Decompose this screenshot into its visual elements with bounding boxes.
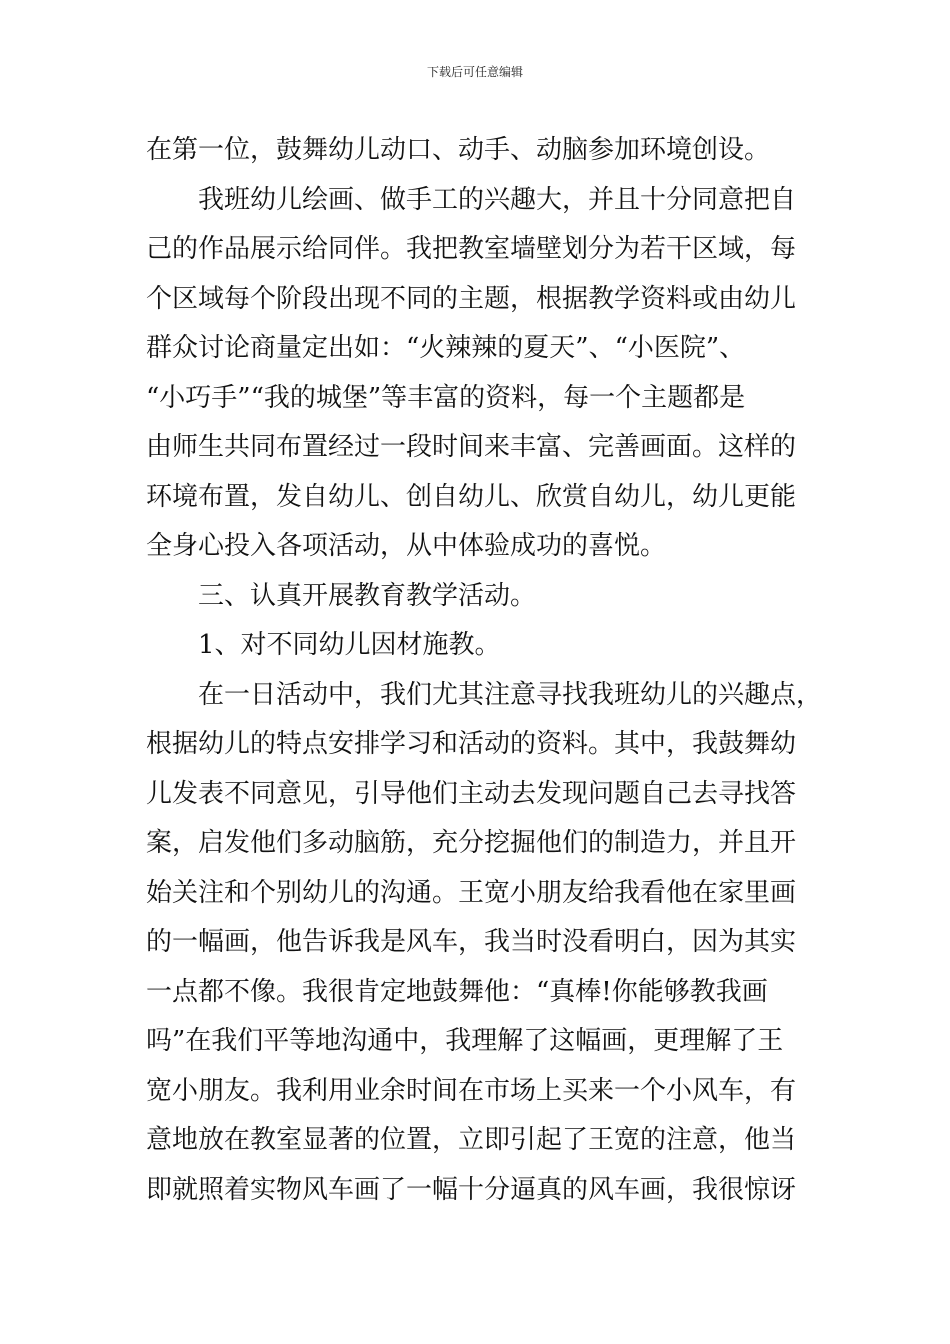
- text-line: 我班幼儿绘画、做手工的兴趣大，并且十分同意把自: [198, 184, 797, 215]
- text-line: 全身心投入各项活动，从中体验成功的喜悦。: [146, 531, 667, 561]
- text-line: 始关注和个别幼儿的沟通。王宽小朋友给我看他在家里画: [146, 877, 797, 908]
- text-line: 一点都不像。我很肯定地鼓舞他：“真棒!你能够教我画: [146, 976, 768, 1007]
- text-line: 意地放在教室显著的位置，立即引起了王宽的注意，他当: [146, 1125, 797, 1155]
- text-line: 由师生共同布置经过一段时间来丰富、完善画面。这样的: [146, 432, 797, 462]
- page-header: 下载后可任意编辑: [426, 65, 523, 79]
- text-line: 群众讨论商量定出如：“火辣辣的夏天”、“小医院”、: [146, 333, 746, 363]
- text-line: 己的作品展示给同伴。我把教室墙壁划分为若干区域，每: [146, 234, 797, 264]
- text-line: 在一日活动中，我们尤其注意寻找我班幼儿的兴趣点，: [198, 679, 823, 710]
- body-text: [146, 126, 823, 1215]
- text-line: 个区域每个阶段出现不同的主题，根据教学资料或由幼儿: [146, 283, 797, 314]
- text-line: 即就照着实物风车画了一幅十分逼真的风车画，我很惊讶: [146, 1174, 797, 1205]
- section-heading: 三、认真开展教育教学活动。: [198, 580, 537, 611]
- text-line: 宽小朋友。我利用业余时间在市场上买来一个小风车，有: [146, 1075, 797, 1106]
- text-line: 吗”在我们平等地沟通中，我理解了这幅画，更理解了王: [146, 1026, 784, 1056]
- text-line: 根据幼儿的特点安排学习和活动的资料。其中，我鼓舞幼: [146, 729, 797, 759]
- text-line: 的一幅画，他告诉我是风车，我当时没看明白，因为其实: [146, 927, 797, 957]
- text-line: 在第一位，鼓舞幼儿动口、动手、动脑参加环境创设。: [146, 135, 771, 165]
- text-line: 案，启发他们多动脑筋，充分挖掘他们的制造力，并且开: [146, 828, 797, 858]
- text-line: “小巧手”“我的城堡”等丰富的资料，每一个主题都是: [146, 382, 746, 413]
- subsection-heading: 1、对不同幼儿因材施教。: [198, 630, 501, 660]
- text-line: 儿发表不同意见，引导他们主动去发现问题自己去寻找答: [146, 778, 797, 809]
- text-line: 环境布置，发自幼儿、创自幼儿、欣赏自幼儿，幼儿更能: [146, 481, 797, 512]
